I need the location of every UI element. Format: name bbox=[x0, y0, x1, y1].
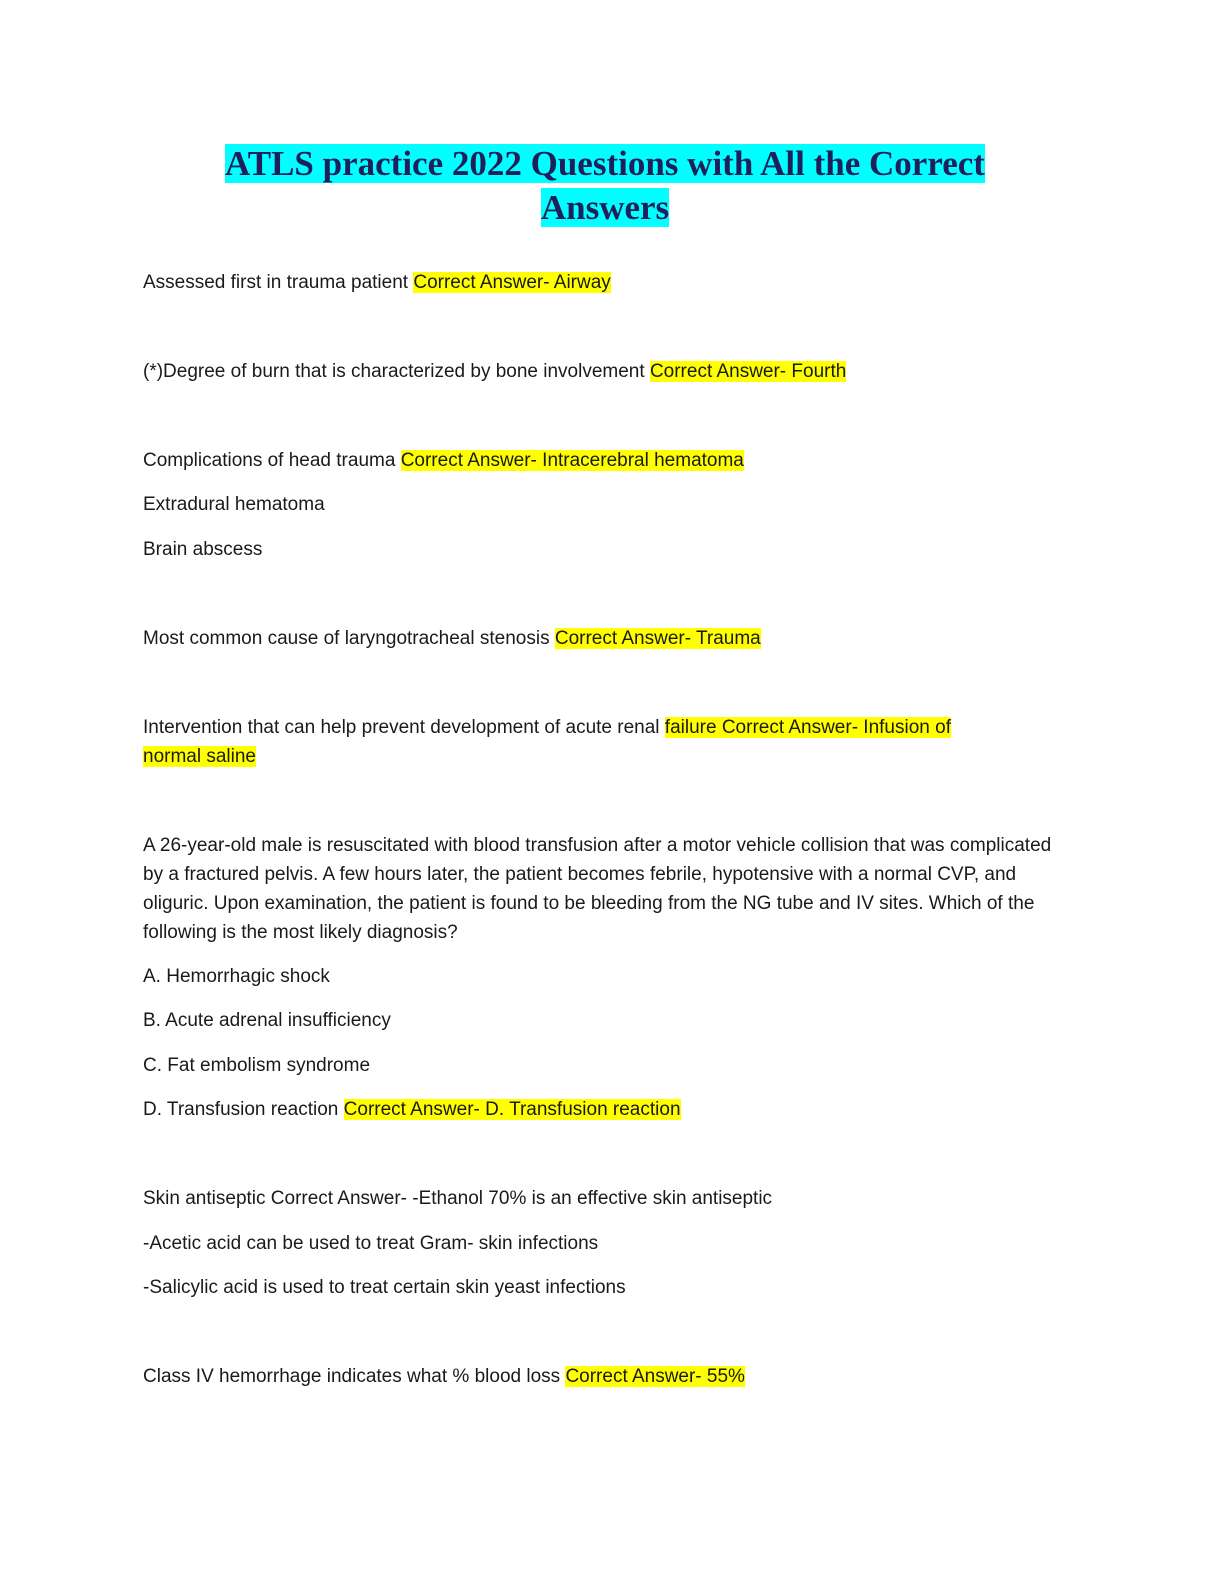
option-a: A. Hemorrhagic shock bbox=[143, 966, 330, 987]
qa-item-8 bbox=[143, 1362, 1063, 1391]
option-text: D. Transfusion reaction bbox=[143, 1099, 344, 1120]
document-title bbox=[150, 142, 1060, 230]
answer-text: Correct Answer- Fourth bbox=[649, 361, 847, 382]
answer-text: failure Correct Answer- Infusion of bbox=[664, 717, 951, 738]
answer-text: Correct Answer- D. Transfusion reaction bbox=[343, 1099, 681, 1120]
qa-item-4 bbox=[143, 624, 1063, 653]
question-text: Intervention that can help prevent development of acute renal bbox=[143, 717, 665, 738]
qa-item-7-line-3: -Salicylic acid is used to treat certain skin yeast infections bbox=[143, 1277, 626, 1298]
option-d bbox=[143, 1095, 1063, 1124]
question-paragraph: A 26-year-old male is resuscitated with blood transfusion after a motor vehicle collision that was complicated by a fractured pelvis. A few hours later, the patient becomes febrile, hypotensive with a normal CVP, and oliguric. Upon examination, the patient is found to be bleeding from the NG tube and IV sites. Which of the following is the most likely diagnosis? bbox=[143, 835, 1052, 943]
answer-continuation bbox=[143, 742, 1063, 771]
qa-item-7-line-2: -Acetic acid can be used to treat Gram- skin infections bbox=[143, 1233, 599, 1254]
option-c: C. Fat embolism syndrome bbox=[143, 1055, 371, 1076]
question-text: Assessed first in trauma patient bbox=[143, 272, 414, 293]
qa-item-1 bbox=[143, 268, 1063, 297]
qa-item-5 bbox=[143, 713, 1063, 742]
answer-text: Correct Answer- 55% bbox=[565, 1366, 745, 1387]
question-text: Class IV hemorrhage indicates what % blood loss bbox=[143, 1366, 566, 1387]
answer-text: Correct Answer- Intracerebral hematoma bbox=[400, 450, 744, 471]
question-text: Most common cause of laryngotracheal stenosis bbox=[143, 628, 555, 649]
title-line-2: Answers bbox=[540, 188, 670, 227]
qa-item-2 bbox=[143, 357, 1063, 386]
answer-text: Correct Answer- Trauma bbox=[554, 628, 761, 649]
title-line-1: ATLS practice 2022 Questions with All the Correct bbox=[225, 144, 985, 183]
qa-item-7-line-1: Skin antiseptic Correct Answer- -Ethanol 70% is an effective skin antiseptic bbox=[143, 1188, 773, 1209]
question-text: (*)Degree of burn that is characterized by bone involvement bbox=[143, 361, 650, 382]
option-b: B. Acute adrenal insufficiency bbox=[143, 1010, 391, 1031]
qa-item-3 bbox=[143, 446, 1063, 475]
answer-text: normal saline bbox=[143, 746, 256, 767]
answer-continuation: Brain abscess bbox=[143, 539, 263, 560]
question-text: Complications of head trauma bbox=[143, 450, 401, 471]
answer-text: Correct Answer- Airway bbox=[413, 272, 611, 293]
answer-continuation: Extradural hematoma bbox=[143, 494, 325, 515]
